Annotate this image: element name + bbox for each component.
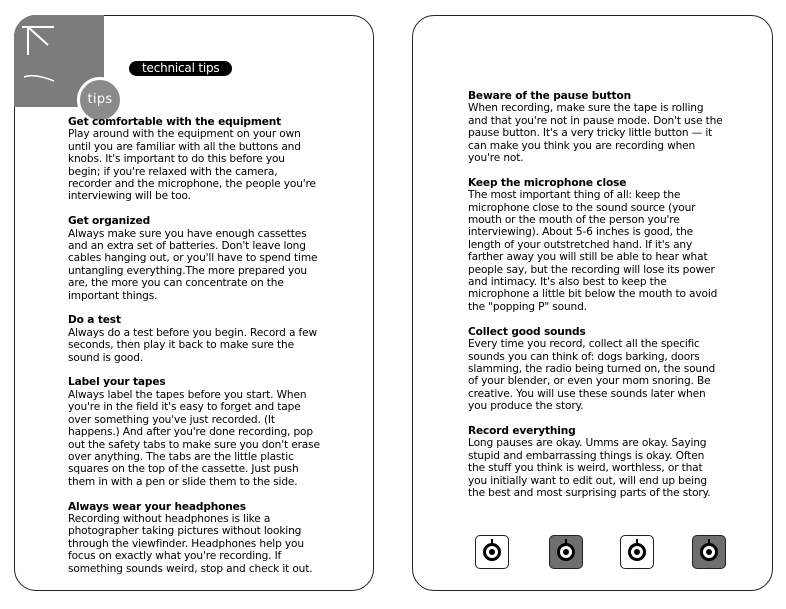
tip-body: Every time you record, collect all the specific sounds you can think of: dogs barking, doors slamming, the radio being turned on, the sound of your blender, or even your mom snoring. Be creative. You will use these sounds later when you produce the story. [468,338,716,413]
tip-section [468,177,724,313]
tip-heading: Collect good sounds [468,325,586,338]
tip-section [68,215,320,302]
tip-section [468,425,724,499]
tip-body: Always make sure you have enough cassettes and an extra set of batteries. Don't leave long cables hanging out, or you'll have to spend time untangling everything.The more prepared you are, the more you can concentrate on the important things. [68,227,318,302]
tip-heading: Always wear your headphones [68,500,246,513]
tab-label: tips [87,92,113,107]
tip-section [68,314,320,364]
tip-heading: Label your tapes [68,376,166,389]
tip-section [68,376,320,488]
cassette-icon [692,535,726,569]
tip-body: When recording, make sure the tape is rolling and that you're not in pause mode. Don't use the pause button. It's a very tricky little button — it can make you think you are recording when you're not. [468,102,723,165]
cassette-icon [549,535,583,569]
tip-body: Play around with the equipment on your own until you are familiar with all the buttons and knobs. It's important to do this before you begin; if you're relaxed with the camera, recorder and the microphone, the people you're interviewing will be too. [68,128,316,203]
tip-section [468,326,724,413]
tip-section [468,90,724,164]
tip-section [68,501,320,575]
footer-icons [475,535,725,571]
tip-body: Long pauses are okay. Umms are okay. Saying stupid and embarrassing things is okay. Often the stuff you think is weird, worthless, or that you initially want to edit out, will end up being the best and most surprising parts of the story. [468,437,711,499]
page-title: technical tips [129,61,232,76]
right-content [468,90,724,512]
left-content [68,116,320,587]
tip-body: Always do a test before you begin. Record a few seconds, then play it back to make sure the sound is good. [68,326,317,364]
tip-heading: Get comfortable with the equipment [68,116,282,128]
tip-heading: Do a test [68,314,121,327]
cassette-icon [475,535,509,569]
tip-body: The most important thing of all: keep the microphone close to the sound source (your mouth or the mouth of the person you're interviewing). About 5-6 inches is good, the length of your outstretched hand. If it's any farther away you will still be able to hear what people say, but the recording will lose its power and intimacy. It's also best to keep the microphone a little bit below the mouth to avoid the "popping P" sound. [468,189,718,313]
tip-heading: Beware of the pause button [468,90,631,102]
tip-heading: Keep the microphone close [468,176,627,189]
tips-tab [14,15,113,107]
cassette-icon [620,535,654,569]
tip-heading: Get organized [68,215,151,228]
tip-body: Always label the tapes before you start. When you're in the field it's easy to forget and tape over something you've just recorded. (It happens.) And after you're done recording, pop out the safety tabs to make sure you don't erase over anything. The tabs are the little plastic squares on the top of the cassette. Just push them in with a pen or slide them to the side. [68,388,320,488]
tip-body: Recording without headphones is like a photographer taking pictures without looking through the viewfinder. Headphones help you focus on exactly what you're recording. If something sounds weird, stop and check it out. [68,512,313,575]
tip-section [68,116,320,203]
tip-heading: Record everything [468,424,576,437]
